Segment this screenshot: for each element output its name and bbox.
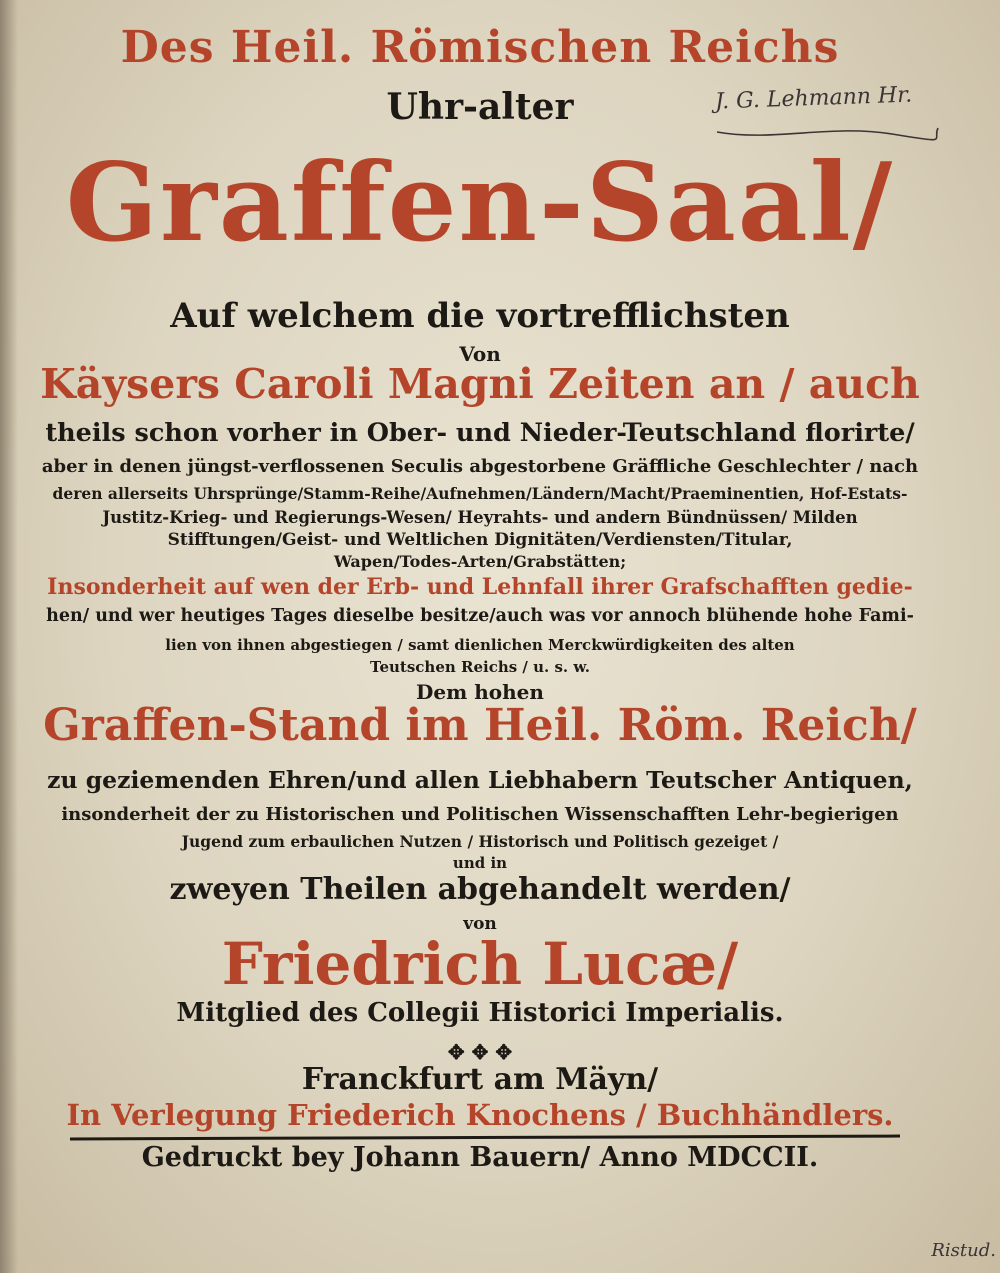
text-teutschen: Teutschen Reichs / u. s. w. — [370, 658, 590, 676]
text-zweyen: zweyen Theilen abgehandelt werden/ — [169, 872, 791, 907]
imprint-rule — [70, 1135, 900, 1141]
text-und-in: und in — [452, 854, 508, 872]
text-aber: aber in denen jüngst-verflossenen Seculis abgestorbene Gräffliche Geschlechter / nach — [41, 456, 919, 477]
imprint-place: Franckfurt am Mäyn/ — [301, 1062, 659, 1097]
subtitle-auf: Auf welchem die vortrefflichsten — [170, 296, 790, 336]
text-stifftungen: Stifftungen/Geist- und Weltlichen Dignitäten/Verdiensten/Titular, — [167, 530, 793, 550]
author-affiliation: Mitglied des Collegii Historici Imperialis. — [176, 998, 784, 1028]
text-theils: theils schon vorher in Ober- und Nieder-Teutschland florirte/ — [45, 418, 915, 448]
imprint-publisher: In Verlegung Friederich Knochens / Buchhändlers. — [66, 1098, 894, 1132]
text-deren: deren allerseits Uhrsprünge/Stamm-Reihe/Aufnehmen/Ländern/Macht/Praeminentien, Hof-Estats- — [52, 484, 908, 503]
text-wapen: Wapen/Todes-Arten/Grabstätten; — [333, 552, 627, 571]
text-dem-hohen: Dem hohen — [416, 680, 544, 704]
text-zu: zu geziemenden Ehren/und allen Liebhabern Teutscher Antiquen, — [47, 766, 913, 794]
text-von-2: von — [463, 914, 497, 934]
text-jugend: Jugend zum erbaulichen Nutzen / Historisch und Politisch gezeiget / — [181, 832, 779, 851]
text-insonderheit: Insonderheit auf wen der Erb- und Lehnfall ihrer Grafschafften gedie- — [47, 574, 913, 600]
text-lien: lien von ihnen abgestiegen / samt dienlichen Merckwürdigkeiten des alten — [165, 636, 795, 654]
text-insonderheit-2: insonderheit der zu Historischen und Politischen Wissenschafften Lehr-begierigen — [61, 804, 899, 825]
ornament-divider: ✥ ✥ ✥ — [447, 1040, 513, 1064]
title-line-1: Des Heil. Römischen Reichs — [120, 22, 840, 73]
subtitle-von: Von — [459, 342, 501, 366]
signature-flourish — [712, 120, 942, 150]
title-line-2: Uhr-alter — [386, 86, 574, 128]
subtitle-kaysers: Käysers Caroli Magni Zeiten an / auch — [40, 360, 920, 408]
text-hen: hen/ und wer heutiges Tages dieselbe besitze/auch was vor annoch blühende hohe Fami- — [46, 606, 914, 626]
handwritten-signature: J. G. Lehmann Hr. — [714, 82, 913, 115]
imprint-printer: Gedruckt bey Johann Bauern/ Anno MDCCII. — [141, 1142, 819, 1173]
author-name: Friedrich Lucæ/ — [221, 930, 739, 998]
text-justitz: Justitz-Krieg- und Regierungs-Wesen/ Heyrahts- und andern Bündnüssen/ Milden — [102, 508, 858, 527]
heading-graffenstand: Graffen-Stand im Heil. Röm. Reich/ — [43, 700, 917, 751]
handwritten-margin-note: Ristud. — [931, 1240, 996, 1261]
title-line-3: Graffen-Saal/ — [65, 140, 895, 266]
